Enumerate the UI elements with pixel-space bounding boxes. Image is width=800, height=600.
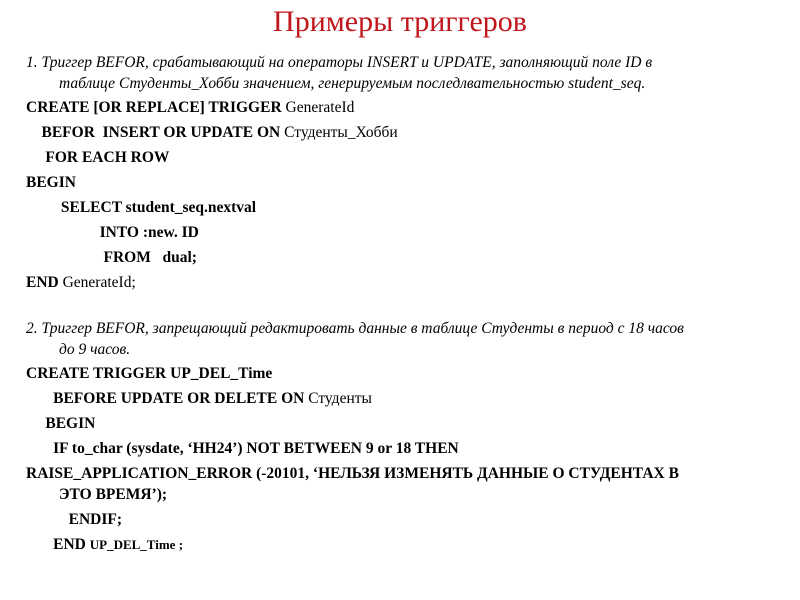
code-line [26,534,784,555]
code-line [26,172,784,193]
code-line [26,97,784,118]
code-text: IF to_char (sysdate, ‘HH24’) NOT BETWEEN 9 or 18 THEN [53,440,459,457]
example-1-description-line-2: таблице Студенты_Хобби значением, генерируемым последлвательностью student_seq. [59,75,646,92]
table-name: Студенты [308,390,372,407]
code-text: ENDIF; [68,511,123,528]
slide-title: Примеры триггеров [273,5,527,38]
code-line [26,197,784,218]
code-line [26,363,784,384]
trigger-name: GenerateId; [62,274,136,291]
code-text: ЭТО ВРЕМЯ’); [59,486,168,503]
code-keywords: BEFOR INSERT OR UPDATE ON [41,124,285,141]
code-line [26,509,784,530]
code-line [26,438,784,459]
code-text: INTO :new. ID [99,224,199,241]
code-text: SELECT student_seq.nextval [60,199,257,216]
code-text: FOR EACH ROW [45,149,170,166]
example-2-description-line-1: 2. Триггер BEFOR, запрещающий редактировать данные в таблице Студенты в период с 18 часов [26,320,684,337]
code-keywords: END [26,274,63,291]
spacer [26,293,784,314]
code-keywords: END [53,536,90,553]
code-text: BEGIN [26,174,76,191]
example-2-description [26,318,784,360]
code-text: FROM dual; [103,249,197,266]
table-name: Студенты_Хобби [284,124,398,141]
code-text: CREATE TRIGGER UP_DEL_Time [26,365,273,382]
code-keywords: CREATE [OR REPLACE] TRIGGER [26,99,286,116]
code-line [26,272,784,293]
example-1-description [26,52,784,94]
trigger-name: UP_DEL_Time ; [89,537,184,552]
code-line [26,413,784,434]
example-2-description-line-2: до 9 часов. [59,341,131,358]
code-line [26,463,784,505]
code-keywords: BEFORE UPDATE OR DELETE ON [53,390,309,407]
example-1-description-line-1: 1. Триггер BEFOR, срабатывающий на операторы INSERT и UPDATE, заполняющий поле ID в [26,54,653,71]
code-line [26,147,784,168]
slide-content [26,52,784,555]
code-text: RAISE_APPLICATION_ERROR (-20101, ‘НЕЛЬЗЯ ИЗМЕНЯТЬ ДАННЫЕ О СТУДЕНТАХ В [26,465,679,482]
code-line [26,247,784,268]
code-line [26,122,784,143]
code-line [26,388,784,409]
trigger-name: GenerateId [285,99,355,116]
code-text: BEGIN [45,415,96,432]
code-line [26,222,784,243]
